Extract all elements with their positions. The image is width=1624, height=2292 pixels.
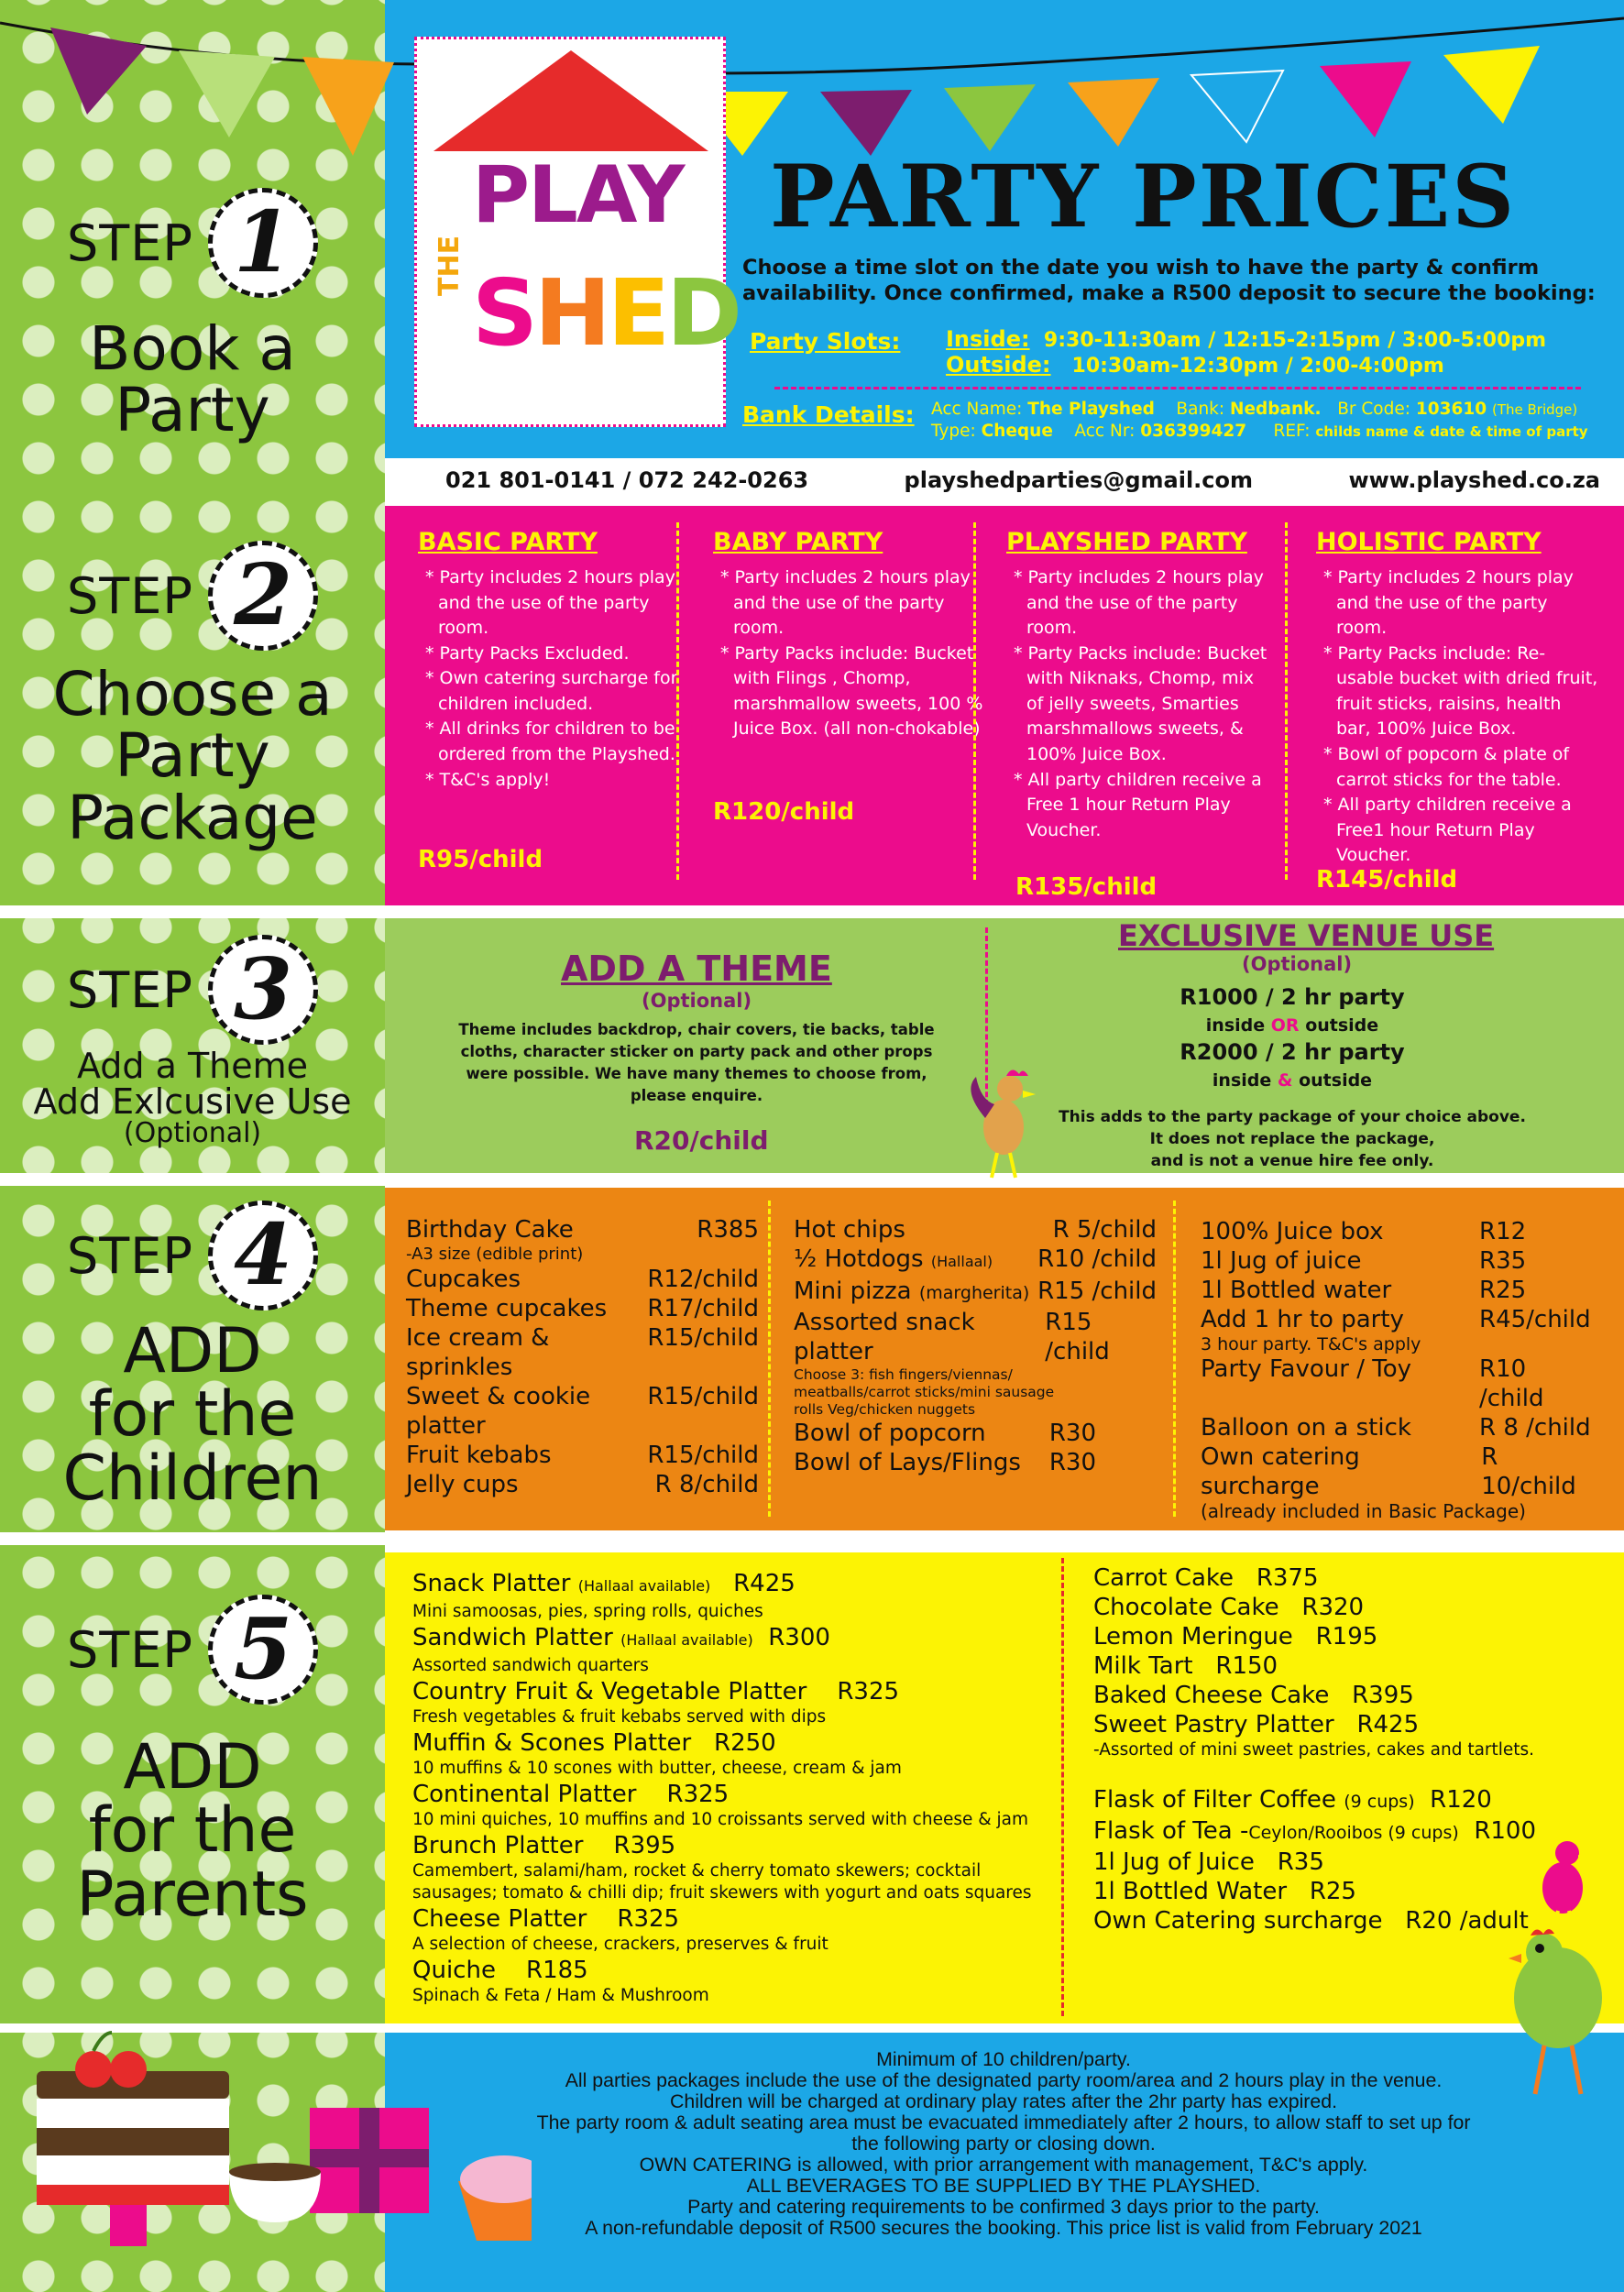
- package-price: R135/child: [1015, 873, 1158, 901]
- terms-line: All parties packages include the use of the designated party room/area and 2 hours play in the venue.: [565, 2069, 1443, 2091]
- where-op: &: [1277, 1070, 1293, 1091]
- dashed-divider: [1061, 1558, 1064, 2016]
- menu-price: R385: [697, 1216, 759, 1244]
- menu-note: (Hallaal available): [620, 1631, 753, 1649]
- children-menu-col2: [794, 1215, 1157, 1477]
- menu-item: Country Fruit & Vegetable Platter: [412, 1678, 807, 1705]
- step-label: STEP: [67, 960, 193, 1019]
- step-title-line: for the: [88, 1794, 297, 1868]
- menu-item: 1l Jug of juice: [1201, 1247, 1362, 1275]
- children-menu-col1: [406, 1215, 759, 1499]
- menu-price: R12/child: [647, 1266, 759, 1293]
- menu-description: Spinach & Feta / Ham & Mushroom: [412, 1986, 709, 2005]
- bank-name: Nedbank.: [1230, 400, 1322, 419]
- menu-row: [1093, 1681, 1607, 1710]
- acc-name: The Playshed: [1027, 400, 1155, 419]
- rooster-illustration: [953, 1063, 1054, 1182]
- menu-price: R425: [733, 1570, 796, 1597]
- step-4: [0, 1201, 385, 1515]
- account-number: 036399427: [1140, 422, 1247, 441]
- menu-row: [412, 1831, 1054, 1860]
- step-title-line: Add a Theme: [76, 1046, 309, 1086]
- step-title-line: ADD: [123, 1315, 262, 1387]
- package-price: R145/child: [1316, 866, 1458, 894]
- divider: [0, 1173, 1624, 1186]
- menu-row: [794, 1277, 1157, 1308]
- menu-row: [406, 1215, 759, 1245]
- menu-subnote: Choose 3: fish fingers/viennas/ meatballs/carrot sticks/mini sausage rolls Veg/chicken nuggets: [794, 1366, 1055, 1418]
- menu-row: [1201, 1217, 1595, 1246]
- note-line: This adds to the party package of your choice above.: [1059, 1108, 1526, 1126]
- step-5: [0, 1595, 385, 1931]
- step-label: STEP: [67, 1226, 193, 1285]
- menu-item: Assorted snack platter: [794, 1309, 975, 1365]
- menu-item: Hot chips: [794, 1216, 905, 1244]
- menu-row: [1201, 1305, 1595, 1334]
- footer-terms: [403, 2049, 1604, 2239]
- menu-price: R325: [837, 1678, 900, 1705]
- menu-row: [1201, 1246, 1595, 1276]
- step-number: 2: [208, 541, 318, 651]
- menu-price: R35: [1277, 1848, 1324, 1876]
- package-item: * Party Packs include: Re-usable bucket with dried fruit, fruit sticks, raisins, health bar, 100% Juice Box.: [1323, 642, 1598, 740]
- menu-note: (9 cups): [1344, 1792, 1415, 1812]
- terms-line: the following party or closing down.: [851, 2133, 1156, 2155]
- menu-item: Sweet & cookie platter: [406, 1383, 591, 1440]
- step-label: STEP: [67, 214, 193, 272]
- menu-row: [406, 1323, 759, 1382]
- menu-row: [412, 1623, 1054, 1655]
- menu-row: [412, 1569, 1054, 1601]
- package-name: BASIC PARTY: [418, 528, 598, 556]
- dashed-divider: [768, 1201, 771, 1517]
- email-link[interactable]: playshedparties@gmail.com: [904, 467, 1254, 493]
- menu-price: R120: [1430, 1786, 1492, 1814]
- divider: [0, 1532, 1624, 1545]
- package-baby: [713, 524, 988, 826]
- menu-row: [1093, 1593, 1607, 1622]
- menu-row: [1201, 1442, 1595, 1501]
- bank-line-1: [931, 400, 1577, 419]
- menu-item: Lemon Meringue: [1093, 1623, 1293, 1650]
- menu-description: Assorted sandwich quarters: [412, 1656, 649, 1675]
- acc-nr-label: Acc Nr:: [1074, 422, 1136, 441]
- menu-row: [1201, 1413, 1595, 1442]
- logo-shed-d: D: [666, 259, 740, 367]
- logo-play: PLAY: [472, 149, 684, 241]
- exclusive-where-1: [1054, 1015, 1531, 1036]
- package-items: [1006, 565, 1272, 843]
- menu-note: Ceylon/Rooibos (9 cups): [1248, 1823, 1459, 1843]
- terms-line: The party room & adult seating area must be evacuated immediately after 2 hours, to allow staff to set up for: [536, 2111, 1471, 2133]
- menu-description: -Assorted of mini sweet pastries, cakes and tartlets.: [1093, 1740, 1535, 1760]
- package-basic: [418, 524, 697, 873]
- exclusive-heading: EXCLUSIVE VENUE USE: [1118, 918, 1495, 953]
- menu-price: R45/child: [1479, 1306, 1591, 1333]
- parents-menu-col2: [1093, 1563, 1607, 1761]
- divider: [0, 905, 1624, 918]
- package-name: BABY PARTY: [713, 528, 883, 556]
- booking-intro: Choose a time slot on the date you wish to have the party & confirm availability. Once confirmed, make a R500 deposit to secure the booking:: [742, 256, 1596, 306]
- step-title-line: Book a: [89, 313, 296, 384]
- package-item: * Party Packs include: Bucket with Niknaks, Chomp, mix of jelly sweets, Smarties marshmallows sweets, & 100% Juice Box.: [1014, 642, 1267, 764]
- exclusive-where-2: [1054, 1070, 1531, 1091]
- terms-line: ALL BEVERAGES TO BE SUPPLIED BY THE PLAYSHED.: [746, 2175, 1261, 2197]
- note-line: It does not replace the package,: [1149, 1129, 1435, 1148]
- package-holistic: [1316, 524, 1600, 894]
- ref-label: REF:: [1273, 422, 1311, 441]
- page-title: PARTY PRICES: [770, 147, 1517, 247]
- menu-price: R300: [768, 1624, 830, 1651]
- dashed-divider: [973, 522, 976, 880]
- menu-price: R25: [1479, 1277, 1527, 1304]
- where-text: inside: [1212, 1070, 1272, 1091]
- menu-item: ½ Hotdogs: [794, 1245, 924, 1273]
- menu-price: R 8 /child: [1479, 1414, 1591, 1442]
- package-item: * T&C's apply!: [425, 769, 551, 790]
- package-price: R120/child: [713, 798, 855, 826]
- step-label: STEP: [67, 566, 193, 625]
- step-3: [0, 935, 385, 1147]
- menu-price: R 8/child: [654, 1471, 759, 1498]
- logo-roof: [433, 50, 708, 151]
- acc-name-label: Acc Name:: [931, 400, 1023, 419]
- bank-line-2: [931, 422, 1588, 441]
- logo-shed-s: S: [472, 259, 535, 367]
- package-item: * Party includes 2 hours play and the use of the party room.: [1014, 567, 1264, 639]
- menu-row: [1201, 1276, 1595, 1305]
- logo-the: THE: [433, 235, 466, 296]
- theme-heading: ADD A THEME: [561, 949, 832, 989]
- terms-line: Children will be charged at ordinary play rates after the 2hr party has expired.: [669, 2090, 1338, 2112]
- menu-item: Sandwich Platter: [412, 1624, 613, 1651]
- package-item: * Party includes 2 hours play and the use of the party room.: [1323, 567, 1574, 639]
- package-name: PLAYSHED PARTY: [1006, 528, 1247, 556]
- menu-price: R17/child: [647, 1295, 759, 1322]
- menu-row: [1093, 1563, 1607, 1593]
- step-optional: (Optional): [123, 1116, 262, 1149]
- menu-item: Ice cream & sprinkles: [406, 1324, 550, 1381]
- menu-item: Theme cupcakes: [406, 1295, 608, 1322]
- menu-price: R15/child: [647, 1383, 759, 1410]
- step-title-line: Party: [115, 375, 270, 446]
- menu-price: R35: [1479, 1247, 1527, 1275]
- step-number: 1: [208, 188, 318, 298]
- package-item: * Party includes 2 hours play and the use of the party room.: [425, 567, 675, 639]
- branch-code: 103610: [1415, 400, 1487, 419]
- terms-line: A non-refundable deposit of R500 secures the booking. This price list is valid from February 2021: [585, 2217, 1422, 2239]
- step-label: STEP: [67, 1620, 193, 1679]
- step-number: 5: [208, 1595, 318, 1705]
- account-type: Cheque: [981, 422, 1053, 441]
- menu-row: [1093, 1651, 1607, 1681]
- package-price: R95/child: [418, 846, 543, 873]
- menu-note: (Hallaal): [930, 1253, 993, 1270]
- menu-item: 1l Jug of Juice: [1093, 1848, 1255, 1876]
- menu-item: Cheese Platter: [412, 1905, 587, 1933]
- dashed-divider: [1285, 522, 1288, 880]
- menu-item: Own Catering surcharge: [1093, 1907, 1383, 1935]
- header-dashed-line: [774, 387, 1581, 389]
- logo-shed-h: H: [534, 259, 608, 367]
- step-2: [0, 541, 385, 853]
- step-title-line: ADD: [123, 1731, 262, 1804]
- package-playshed: [1006, 524, 1272, 901]
- menu-item: Flask of Tea -: [1093, 1817, 1249, 1845]
- step-title-line: Package: [67, 782, 318, 853]
- where-text: outside: [1305, 1015, 1379, 1036]
- menu-price: R195: [1315, 1623, 1378, 1650]
- cake-and-gifts-illustration: [18, 1961, 532, 2282]
- menu-item: Balloon on a stick: [1201, 1414, 1411, 1442]
- outside-times: 10:30am-12:30pm / 2:00-4:00pm: [1071, 355, 1444, 378]
- menu-row: [794, 1215, 1157, 1245]
- menu-price: R325: [617, 1905, 680, 1933]
- theme-description: Theme includes backdrop, chair covers, tie backs, table cloths, character sticker on party pack and other props were possible. We have many themes to choose from, please enquire.: [458, 1021, 935, 1104]
- menu-price: R10 /child: [1037, 1245, 1157, 1273]
- menu-price: R12: [1479, 1218, 1527, 1245]
- menu-row: [1093, 1785, 1607, 1816]
- menu-price: R250: [714, 1729, 776, 1757]
- menu-price: R325: [666, 1781, 730, 1808]
- menu-item: Jelly cups: [406, 1471, 519, 1498]
- step-title-line: Parents: [76, 1858, 309, 1931]
- menu-row: [406, 1294, 759, 1323]
- menu-row: [406, 1470, 759, 1499]
- branch-code-label: Br Code:: [1337, 400, 1410, 419]
- where-op: OR: [1270, 1015, 1300, 1036]
- menu-row: [794, 1419, 1096, 1448]
- menu-price: R15/child: [647, 1324, 759, 1352]
- where-text: outside: [1299, 1070, 1373, 1091]
- menu-row: [406, 1441, 759, 1470]
- note-line: and is not a venue hire fee only.: [1150, 1151, 1434, 1170]
- exclusive-price-1: R1000 / 2 hr party: [1180, 984, 1405, 1010]
- parents-menu-col1: [412, 1569, 1054, 2007]
- menu-subnote: (already included in Basic Package): [1201, 1500, 1526, 1522]
- menu-item: Cupcakes: [406, 1266, 521, 1293]
- menu-item: 100% Juice box: [1201, 1218, 1384, 1245]
- step-title-line: for the: [88, 1378, 297, 1452]
- menu-price: R 5/child: [1052, 1216, 1157, 1244]
- package-items: [418, 565, 697, 793]
- exclusive-price-2: R2000 / 2 hr party: [1180, 1039, 1405, 1065]
- menu-row: [406, 1382, 759, 1441]
- inside-slots: [946, 326, 1546, 352]
- menu-price: R30: [1048, 1420, 1096, 1447]
- terms-line: OWN CATERING is allowed, with prior arrangement with management, T&C's apply.: [639, 2154, 1368, 2176]
- menu-item: 1l Bottled water: [1201, 1277, 1392, 1304]
- menu-item: Continental Platter: [412, 1781, 637, 1808]
- dashed-divider: [1173, 1201, 1176, 1517]
- reference: childs name & date & time of party: [1315, 423, 1588, 440]
- package-item: * All party children receive a Free 1 hour Return Play Voucher.: [1014, 769, 1262, 840]
- logo-shed-e: E: [607, 259, 667, 367]
- playshed-logo: [414, 37, 740, 427]
- outside-label: Outside:: [946, 352, 1051, 378]
- step-1: [0, 188, 385, 446]
- menu-price: R375: [1256, 1564, 1319, 1592]
- terms-line: Party and catering requirements to be confirmed 3 days prior to the party.: [687, 2196, 1320, 2218]
- menu-item: Brunch Platter: [412, 1832, 584, 1859]
- type-label: Type:: [931, 422, 976, 441]
- step-title-line: Add Exlcusive Use: [33, 1080, 352, 1122]
- party-slots-label: Party Slots:: [750, 328, 901, 355]
- package-items: [1316, 565, 1600, 869]
- step-number: 4: [208, 1201, 318, 1310]
- menu-row: [794, 1448, 1096, 1477]
- website-link[interactable]: www.playshed.co.za: [1348, 467, 1600, 493]
- theme-price: R20/child: [634, 1125, 769, 1156]
- phone-numbers[interactable]: 021 801-0141 / 072 242-0263: [445, 467, 809, 493]
- menu-price: R395: [1352, 1682, 1414, 1709]
- menu-price: R100: [1474, 1817, 1537, 1845]
- exclusive-note: [1008, 1107, 1576, 1172]
- package-item: * Party includes 2 hours play and the use of the party room.: [720, 567, 971, 639]
- package-name: HOLISTIC PARTY: [1316, 528, 1542, 556]
- package-items: [713, 565, 988, 742]
- menu-item: Flask of Filter Coffee: [1093, 1786, 1336, 1814]
- menu-item: Sweet Pastry Platter: [1093, 1711, 1334, 1738]
- menu-row: [406, 1265, 759, 1294]
- menu-item: Add 1 hr to party: [1201, 1306, 1404, 1333]
- menu-item: Own catering surcharge: [1201, 1443, 1360, 1500]
- menu-item: Mini pizza: [794, 1278, 912, 1305]
- menu-row: [1201, 1354, 1595, 1413]
- menu-price: R150: [1215, 1652, 1278, 1680]
- step-title-line: Party: [115, 720, 270, 792]
- logo-shed: [472, 259, 739, 367]
- menu-note: (Hallaal available): [577, 1577, 711, 1595]
- menu-price: R30: [1048, 1449, 1096, 1476]
- menu-price: R15 /child: [1045, 1309, 1110, 1365]
- menu-item: Baked Cheese Cake: [1093, 1682, 1330, 1709]
- menu-note: (margherita): [918, 1283, 1030, 1303]
- menu-description: 10 muffins & 10 scones with butter, cheese, cream & jam: [412, 1759, 902, 1778]
- menu-description: Mini samoosas, pies, spring rolls, quiches: [412, 1602, 763, 1621]
- menu-item: Muffin & Scones Platter: [412, 1729, 692, 1757]
- menu-row: [412, 1677, 1054, 1706]
- menu-row: [1093, 1622, 1607, 1651]
- menu-price: R425: [1356, 1711, 1420, 1738]
- menu-price: R395: [613, 1832, 676, 1859]
- inside-times: 9:30-11:30am / 12:15-2:15pm / 3:00-5:00pm: [1043, 329, 1547, 352]
- menu-item: Quiche: [412, 1957, 496, 1984]
- package-item: * All drinks for children to be ordered from the Playshed.: [425, 718, 675, 764]
- step-title-line: Choose a: [52, 659, 333, 729]
- menu-item: Birthday Cake: [406, 1216, 574, 1244]
- where-text: inside: [1205, 1015, 1266, 1036]
- package-item: * Own catering surcharge for children included.: [425, 668, 678, 714]
- menu-item: Milk Tart: [1093, 1652, 1193, 1680]
- menu-item: Fruit kebabs: [406, 1442, 552, 1469]
- outside-slots: [946, 352, 1444, 378]
- menu-item: Chocolate Cake: [1093, 1594, 1279, 1621]
- menu-item: Bowl of Lays/Flings: [794, 1449, 1021, 1476]
- exclusive-optional: (Optional): [1242, 953, 1353, 975]
- menu-row: [412, 1728, 1054, 1758]
- children-menu-col3: [1201, 1217, 1595, 1521]
- menu-item: Party Favour / Toy: [1201, 1355, 1411, 1383]
- step-number: 3: [208, 935, 318, 1045]
- menu-row: [412, 1780, 1054, 1809]
- package-item: * Bowl of popcorn & plate of carrot sticks for the table.: [1323, 743, 1570, 790]
- menu-row: [794, 1245, 1157, 1277]
- menu-item: Bowl of popcorn: [794, 1420, 986, 1447]
- terms-line: Minimum of 10 children/party.: [876, 2048, 1131, 2070]
- menu-subnote: 3 hour party. T&C's apply: [1201, 1334, 1421, 1354]
- package-item: * Party Packs Excluded.: [425, 642, 630, 663]
- menu-description: 10 mini quiches, 10 muffins and 10 croissants served with cheese & jam: [412, 1810, 1029, 1829]
- step-title-line: Children: [62, 1442, 323, 1515]
- inside-label: Inside:: [946, 326, 1030, 352]
- menu-item: Snack Platter: [412, 1570, 571, 1597]
- menu-price: R10 /child: [1479, 1355, 1544, 1412]
- menu-description: Fresh vegetables & fruit kebabs served with dips: [412, 1707, 827, 1727]
- bank-label: Bank:: [1176, 400, 1225, 419]
- menu-subnote: -A3 size (edible print): [406, 1245, 584, 1264]
- package-item: * Party Packs include: Bucket with Flings , Chomp, marshmallow sweets, 100 % Juice Box. (all non-chokable): [720, 642, 983, 740]
- menu-row: [412, 1904, 1054, 1934]
- package-item: * All party children receive a Free1 hour Return Play Voucher.: [1323, 795, 1572, 866]
- menu-price: R20 /adult: [1405, 1907, 1529, 1935]
- menu-row: [1093, 1710, 1607, 1739]
- contact-row: [445, 467, 1600, 493]
- dashed-divider: [676, 522, 679, 880]
- theme-optional: (Optional): [642, 990, 752, 1012]
- menu-description: A selection of cheese, crackers, preserves & fruit: [412, 1935, 828, 1954]
- menu-price: R 10/child: [1481, 1443, 1576, 1500]
- menu-row: [794, 1308, 1157, 1366]
- menu-price: R15 /child: [1037, 1278, 1157, 1305]
- menu-price: R185: [526, 1957, 588, 1984]
- menu-item: Carrot Cake: [1093, 1564, 1234, 1592]
- branch-note: (The Bridge): [1491, 401, 1578, 418]
- bank-details-label: Bank Details:: [742, 401, 915, 428]
- menu-price: R15/child: [647, 1442, 759, 1469]
- menu-description: Camembert, salami/ham, rocket & cherry tomato skewers; cocktail sausages; tomato & chilli dip; fruit skewers with yogurt and oats squares: [412, 1861, 1032, 1903]
- menu-price: R320: [1301, 1594, 1365, 1621]
- menu-item: 1l Bottled Water: [1093, 1878, 1288, 1905]
- menu-price: R25: [1309, 1878, 1356, 1905]
